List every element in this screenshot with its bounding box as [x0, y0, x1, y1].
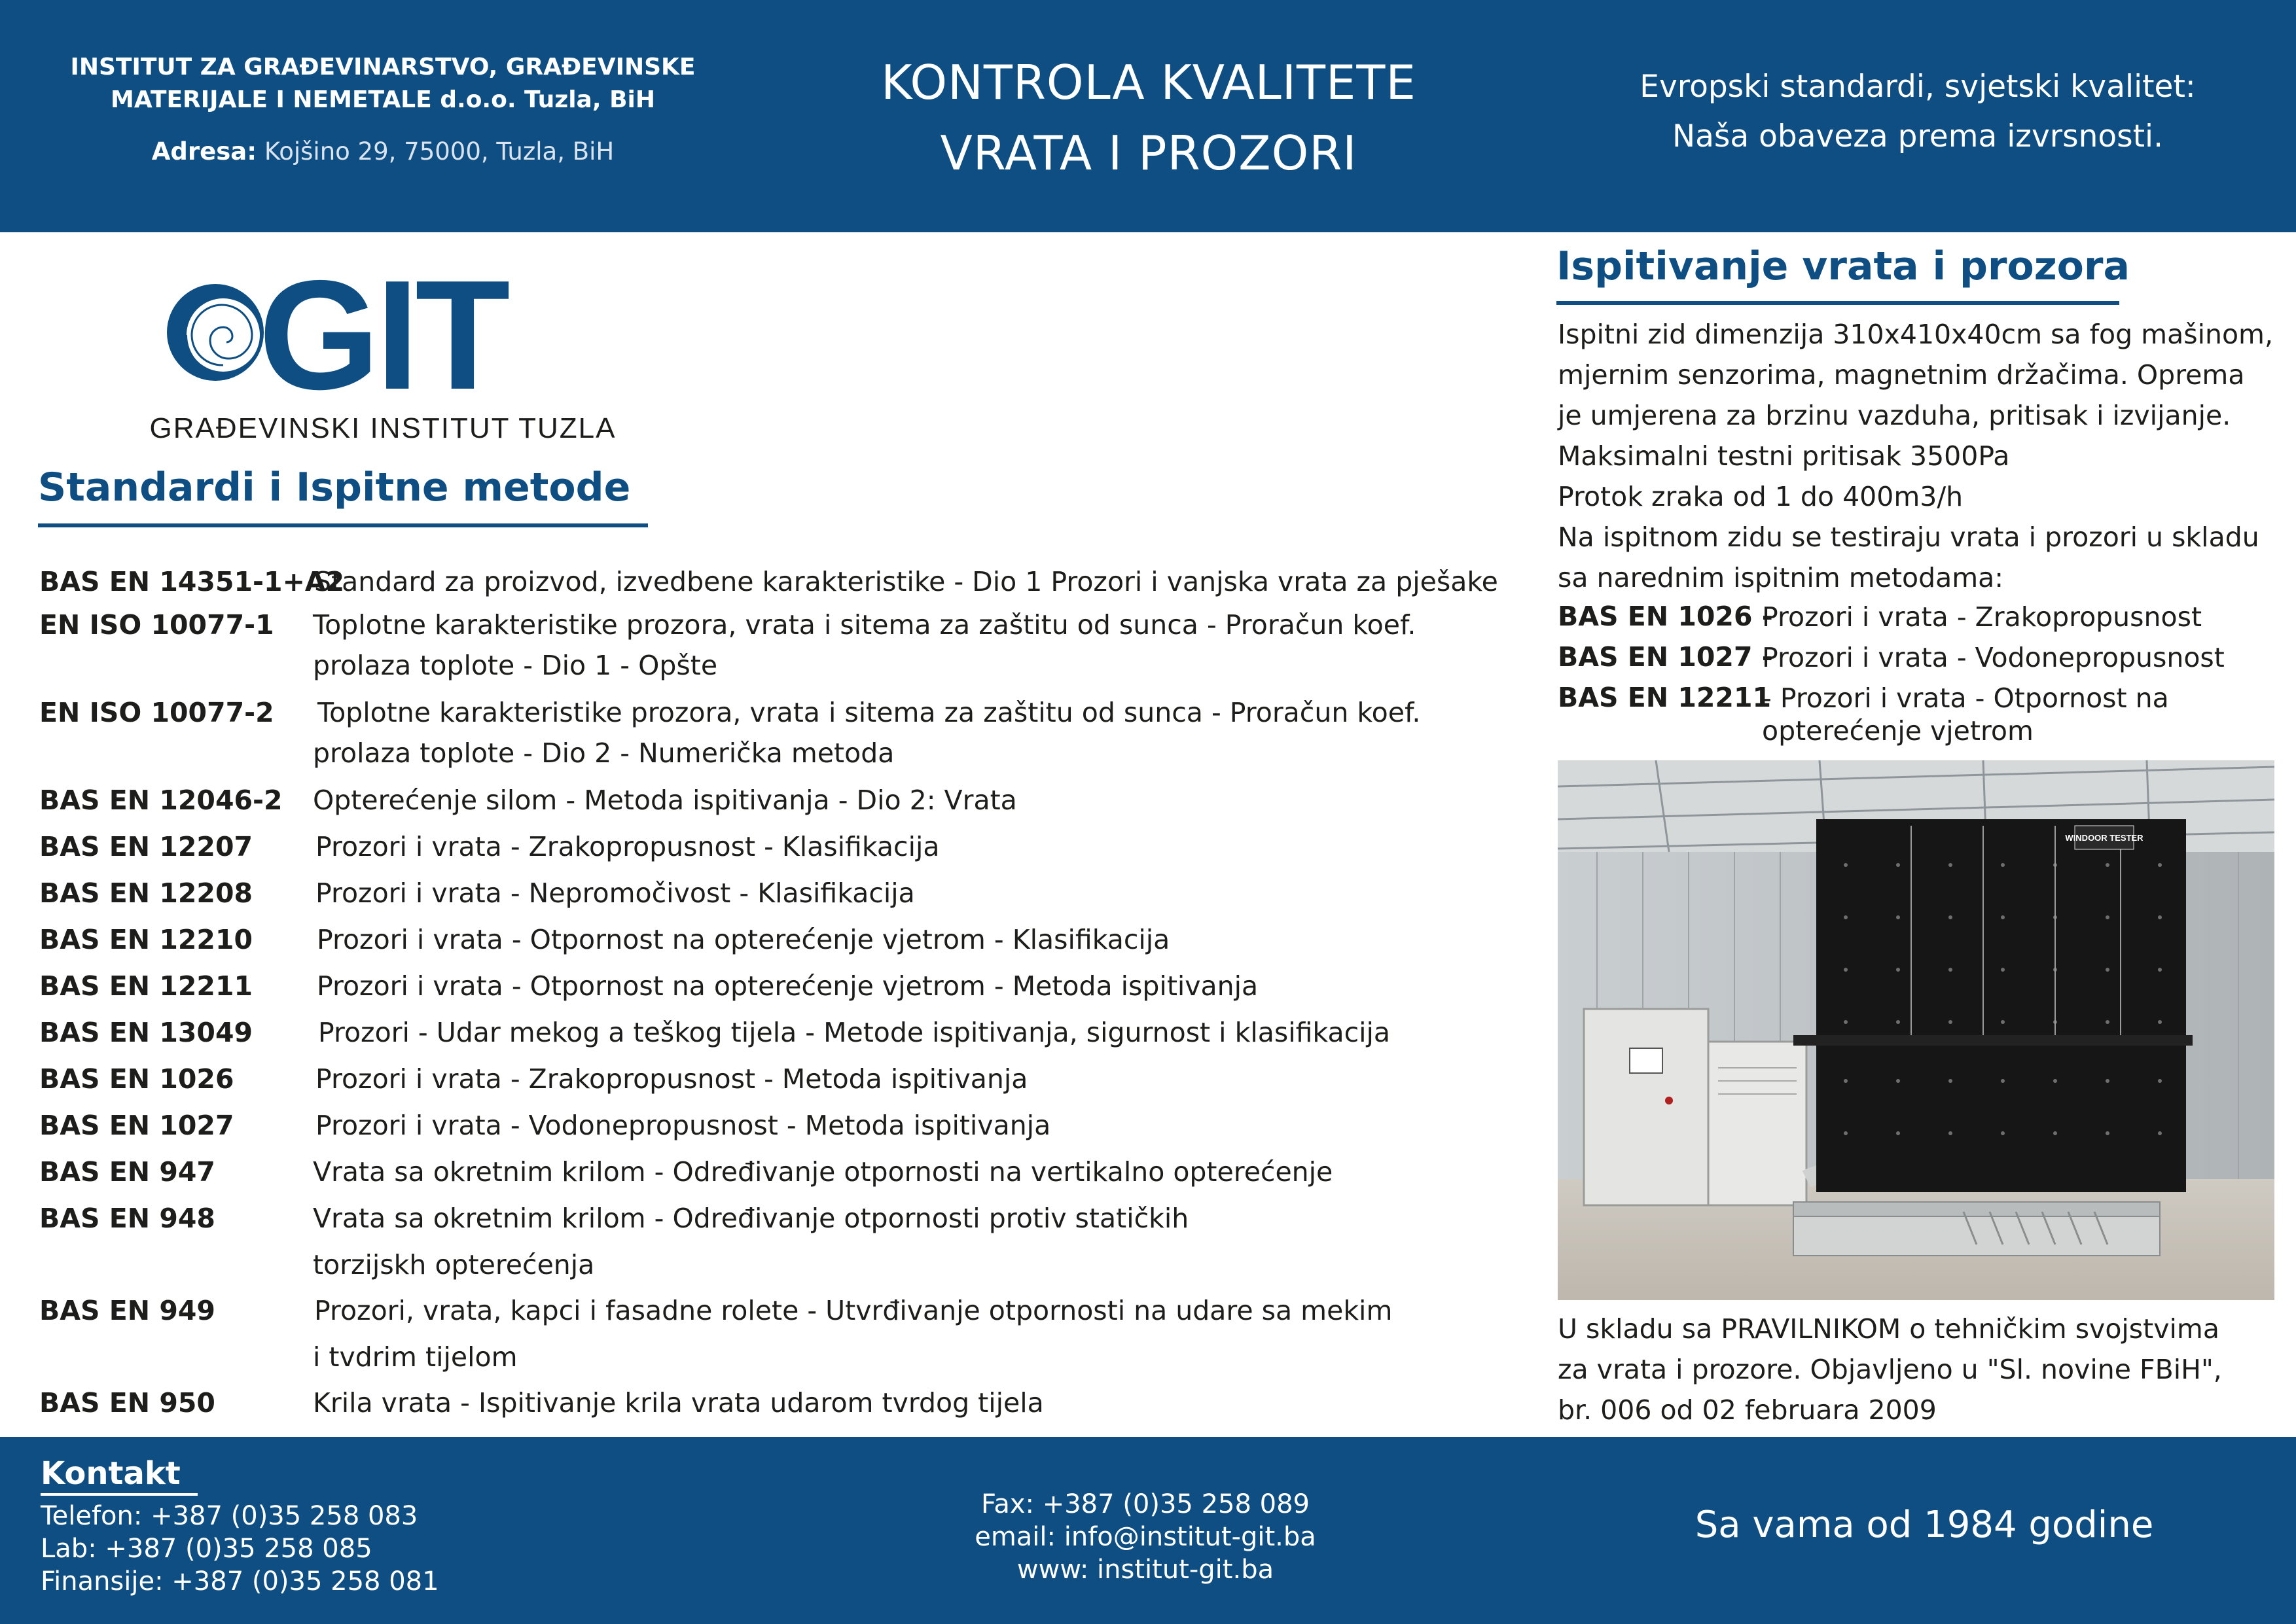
contact-phone[interactable]: Telefon: +387 (0)35 258 083	[41, 1501, 418, 1531]
testing-line: Na ispitnom zidu se testiraju vrata i prozori u skladu	[1558, 521, 2259, 553]
standard-desc: Prozori i vrata - Nepromočivost - Klasifikacija	[315, 877, 915, 909]
test-wall-photo	[1558, 760, 2274, 1300]
standard-desc: Vrata sa okretnim krilom - Određivanje otpornosti protiv statičkih	[313, 1203, 1189, 1234]
testing-line: mjernim senzorima, magnetnim držačima. Oprema	[1558, 359, 2245, 391]
method-code: BAS EN 1027 -	[1558, 641, 1773, 673]
testing-line: je umjerena za brzinu vazduha, pritisak i izvijanje.	[1558, 400, 2231, 431]
standard-code: BAS EN 1026	[39, 1063, 234, 1095]
standard-desc: Prozori i vrata - Zrakopropusnost - Klasifikacija	[315, 831, 940, 862]
testing-line: Protok zraka od 1 do 400m3/h	[1558, 481, 1964, 512]
standard-code: BAS EN 12207	[39, 831, 253, 862]
standard-desc-cont: prolaza toplote - Dio 2 - Numerička metoda	[313, 737, 895, 769]
header-slogan	[1558, 62, 2278, 162]
standard-code: EN ISO 10077-1	[39, 609, 274, 641]
testing-description	[1558, 314, 2284, 598]
standard-desc: Standard za proizvod, izvedbene karakteristike - Dio 1 Prozori i vanjska vrata za pješake	[314, 566, 1498, 597]
slogan-line2: Naša obaveza prema izvrsnosti.	[1672, 118, 2164, 154]
method-code: BAS EN 12211	[1558, 682, 1772, 713]
contact-title-underline	[41, 1493, 198, 1496]
standard-code: EN ISO 10077-2	[39, 697, 274, 728]
standard-desc: Prozori, vrata, kapci i fasadne rolete - Utvrđivanje otpornosti na udare sa mekim	[314, 1295, 1393, 1326]
standard-desc: Prozori i vrata - Otpornost na opterećenje vjetrom - Metoda ispitivanja	[317, 970, 1259, 1002]
standard-desc-cont: torzijskh opterećenja	[313, 1249, 595, 1280]
standard-code: BAS EN 14351-1+A2	[39, 566, 345, 597]
contact-web[interactable]: www: institut-git.ba	[1016, 1555, 1274, 1585]
header-bar	[0, 0, 2296, 232]
testing-line: Maksimalni testni pritisak 3500Pa	[1558, 440, 2010, 472]
page-title	[818, 47, 1479, 188]
standards-title: Standardi i Ispitne metode	[38, 465, 631, 510]
institute-name-line1: INSTITUT ZA GRAĐEVINARSTVO, GRAĐEVINSKE	[70, 54, 696, 80]
since-tagline: Sa vama od 1984 godine	[1695, 1504, 2154, 1546]
regulation-line: za vrata i prozore. Objavljeno u "Sl. novine FBiH",	[1558, 1354, 2222, 1385]
contact-title: Kontakt	[41, 1455, 181, 1492]
test-wall-illustration	[1558, 760, 2274, 1300]
standard-code: BAS EN 950	[39, 1387, 215, 1419]
standard-code: BAS EN 947	[39, 1156, 215, 1188]
institute-address	[13, 137, 753, 166]
institute-name-line2: MATERIJALE I NEMETALE d.o.o. Tuzla, BiH	[111, 86, 655, 113]
contact-other	[851, 1488, 1440, 1586]
institute-name	[13, 51, 753, 116]
method-desc: Prozori i vrata - Zrakopropusnost	[1762, 601, 2202, 633]
logo-subtitle: GRAĐEVINSKI INSTITUT TUZLA	[149, 412, 617, 444]
method-desc: - Prozori i vrata - Otpornost na	[1762, 682, 2169, 714]
address-value: Kojšino 29, 75000, Tuzla, BiH	[264, 137, 615, 166]
standard-desc: Toplotne karakteristike prozora, vrata i sitema za zaštitu od sunca - Proračun koef.	[317, 697, 1421, 728]
standard-code: BAS EN 12210	[39, 924, 253, 955]
standards-title-underline	[38, 523, 648, 527]
standard-code: BAS EN 13049	[39, 1017, 253, 1048]
photo-panel-label: WINDOOR TESTER	[2065, 833, 2144, 843]
testing-title: Ispitivanje vrata i prozora	[1556, 243, 2130, 289]
spiral-icon	[167, 284, 264, 381]
standard-code: BAS EN 948	[39, 1203, 215, 1234]
method-code: BAS EN 1026 -	[1558, 601, 1773, 632]
standard-code: BAS EN 949	[39, 1295, 215, 1326]
contact-phones	[41, 1500, 439, 1598]
standard-desc: Vrata sa okretnim krilom - Određivanje otpornosti na vertikalno opterećenje	[313, 1156, 1333, 1188]
page-title-line2: VRATA I PROZORI	[940, 126, 1357, 181]
standard-desc: Prozori i vrata - Zrakopropusnost - Metoda ispitivanja	[315, 1063, 1028, 1095]
logo-wordmark: GIT	[259, 267, 507, 404]
standard-code: BAS EN 12046-2	[39, 785, 283, 816]
contact-lab[interactable]: Lab: +387 (0)35 258 085	[41, 1534, 372, 1564]
standard-desc-cont: prolaza toplote - Dio 1 - Opšte	[313, 650, 718, 681]
standard-code: BAS EN 1027	[39, 1110, 234, 1141]
regulation-note	[1558, 1309, 2284, 1430]
footer-bar	[0, 1437, 2296, 1624]
regulation-line: U skladu sa PRAVILNIKOM o tehničkim svojstvima	[1558, 1313, 2219, 1345]
standard-desc: Prozori i vrata - Vodonepropusnost - Metoda ispitivanja	[315, 1110, 1051, 1141]
testing-title-underline	[1556, 301, 2119, 305]
git-logo-graphic	[160, 267, 619, 404]
testing-line: Ispitni zid dimenzija 310x410x40cm sa fog mašinom,	[1558, 319, 2274, 350]
regulation-line: br. 006 od 02 februara 2009	[1558, 1394, 1937, 1426]
standard-desc: Prozori - Udar mekog a teškog tijela - Metode ispitivanja, sigurnost i klasifikacija	[318, 1017, 1391, 1048]
standard-desc: Toplotne karakteristike prozora, vrata i sitema za zaštitu od sunca - Proračun koef.	[313, 609, 1416, 641]
standard-desc: Opterećenje silom - Metoda ispitivanja - Dio 2: Vrata	[313, 785, 1017, 816]
slogan-line1: Evropski standardi, svjetski kvalitet:	[1640, 69, 2196, 105]
contact-email[interactable]: email: info@institut-git.ba	[975, 1522, 1316, 1552]
address-label: Adresa:	[151, 137, 257, 166]
git-logo	[147, 267, 619, 450]
standard-desc-cont: i tvdrim tijelom	[313, 1341, 518, 1373]
standard-desc: Krila vrata - Ispitivanje krila vrata udarom tvrdog tijela	[313, 1387, 1044, 1419]
standard-code: BAS EN 12211	[39, 970, 253, 1002]
contact-finance[interactable]: Finansije: +387 (0)35 258 081	[41, 1566, 439, 1597]
method-desc-cont: opterećenje vjetrom	[1762, 715, 2034, 747]
contact-fax: Fax: +387 (0)35 258 089	[981, 1489, 1310, 1519]
page-title-line1: KONTROLA KVALITETE	[881, 55, 1416, 110]
standard-desc: Prozori i vrata - Otpornost na opterećenje vjetrom - Klasifikacija	[317, 924, 1170, 955]
testing-line: sa narednim ispitnim metodama:	[1558, 562, 2004, 593]
method-desc: Prozori i vrata - Vodonepropusnost	[1762, 642, 2225, 673]
standard-code: BAS EN 12208	[39, 877, 253, 909]
